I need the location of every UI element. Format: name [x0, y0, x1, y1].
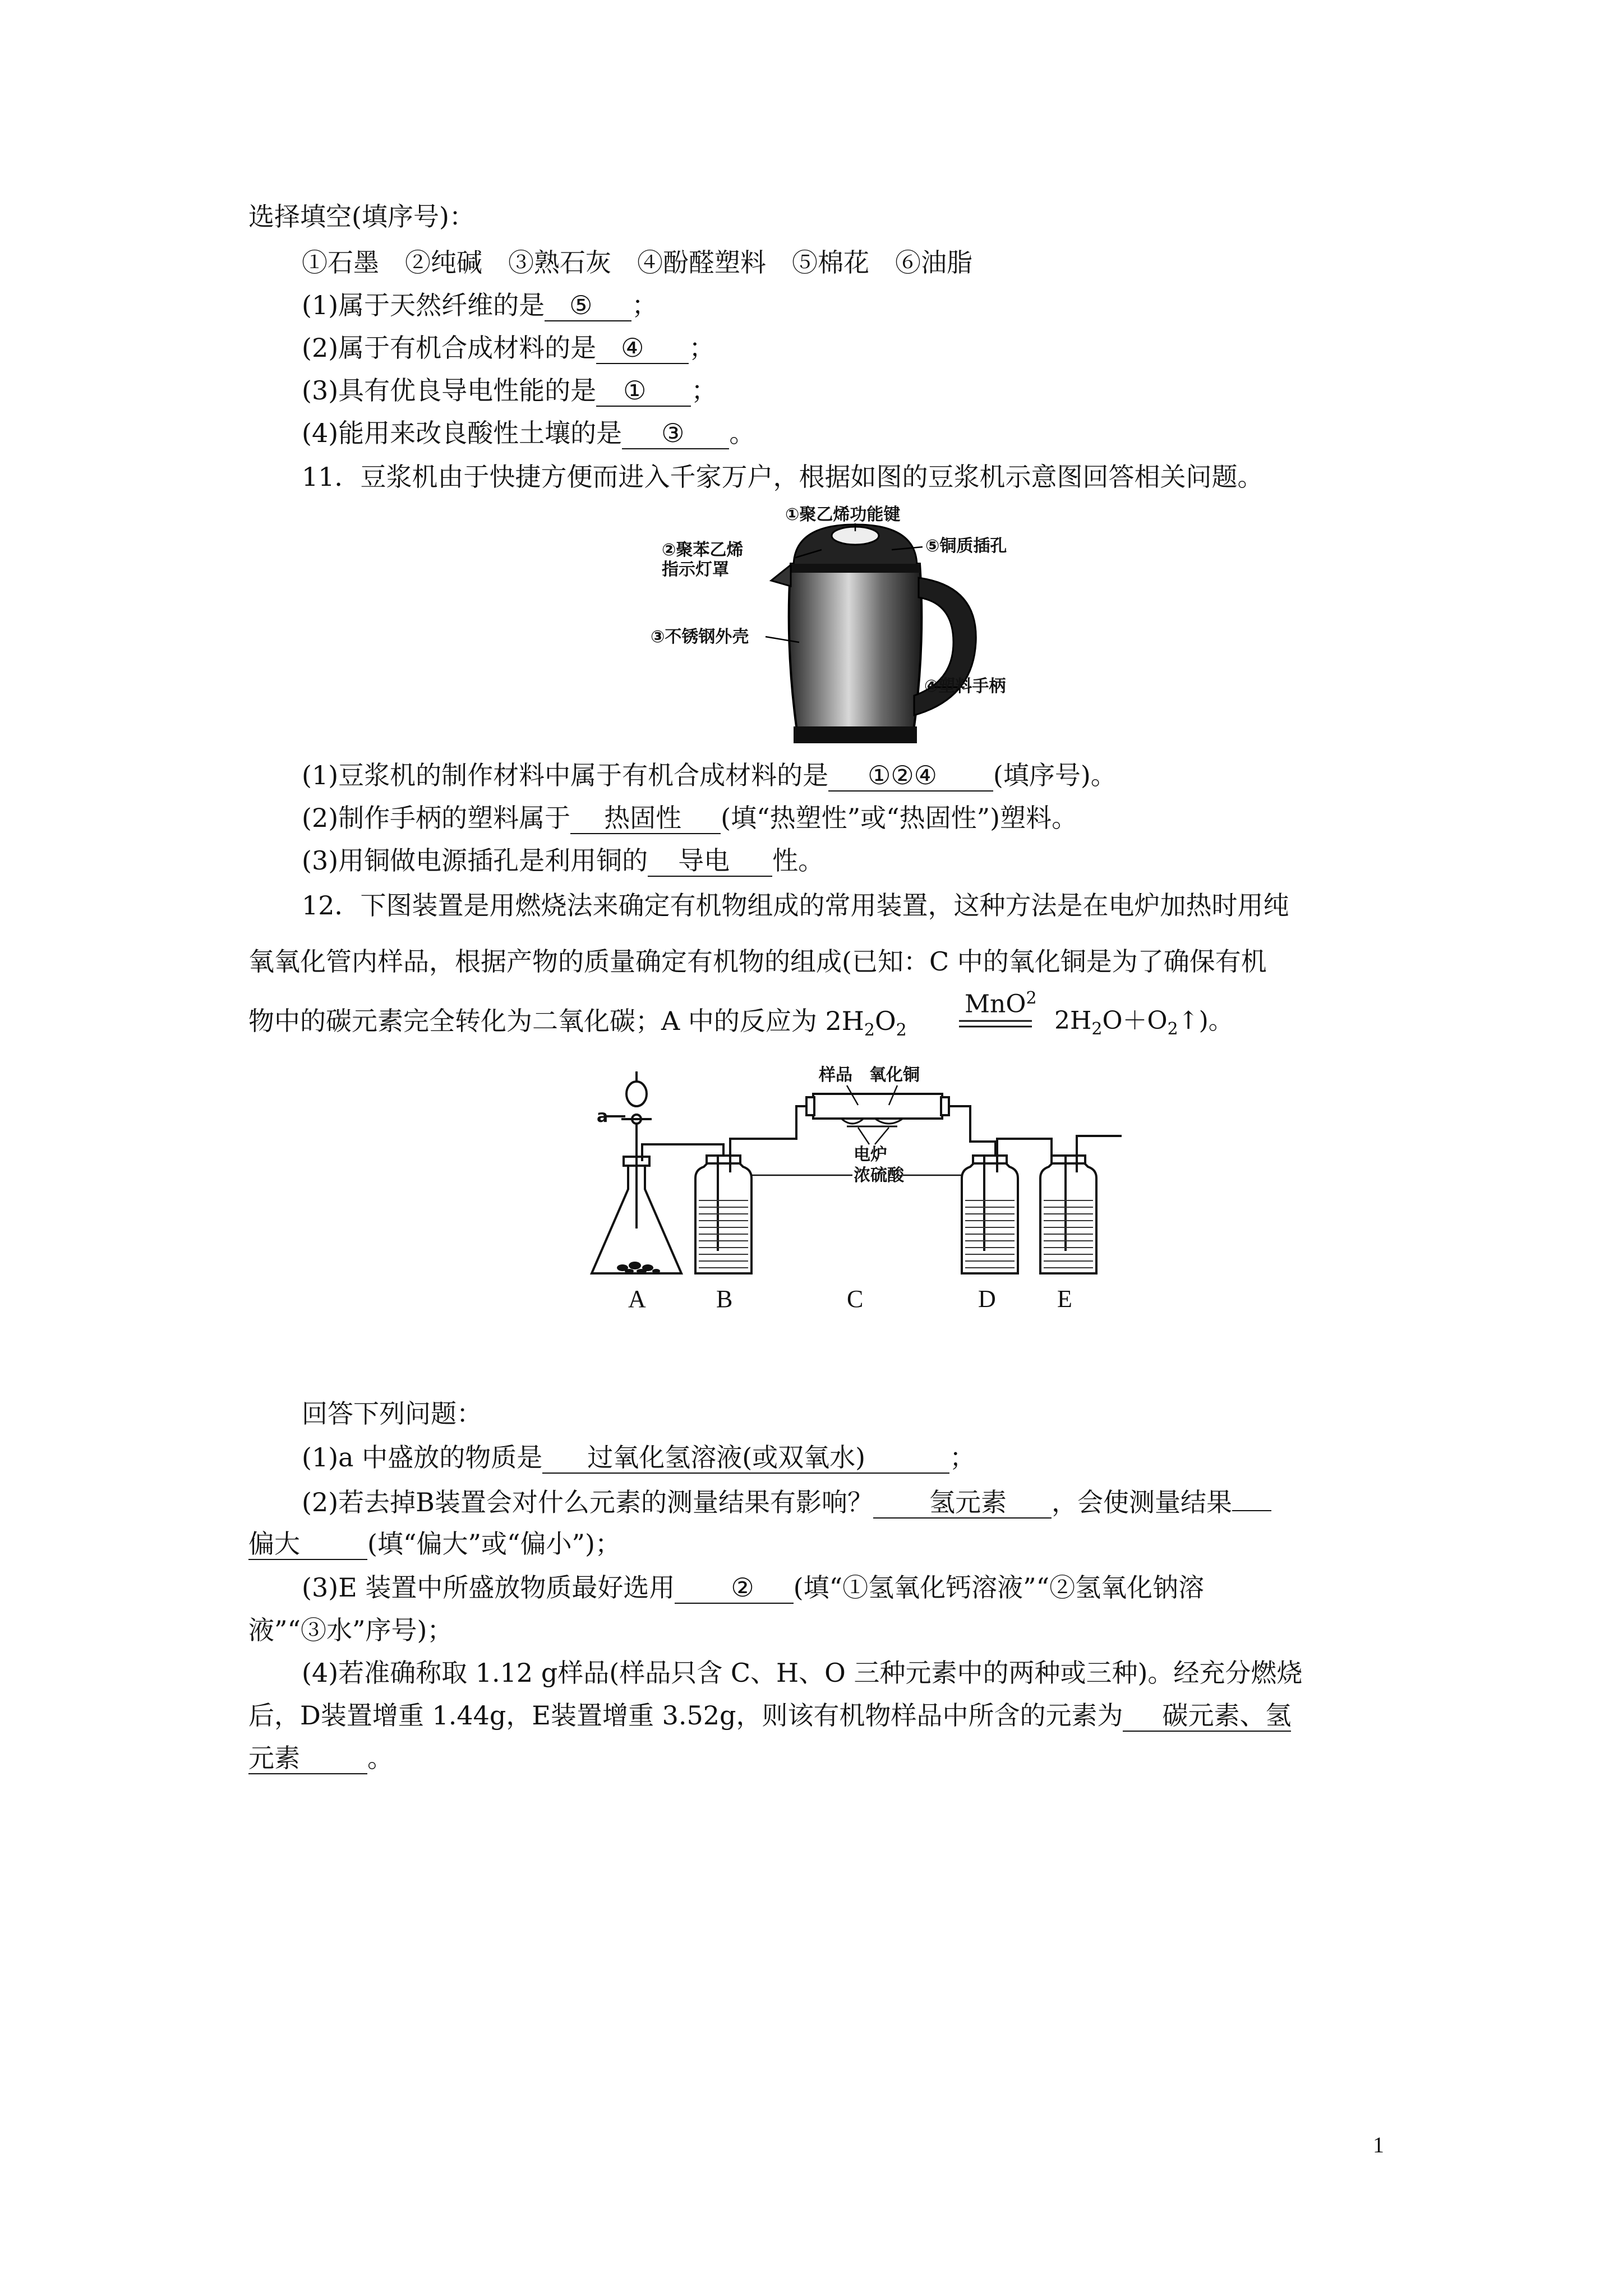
combustion-tube-C [813, 1094, 942, 1119]
bottle-B [695, 1161, 751, 1273]
soymilk-maker-figure [651, 502, 1054, 760]
q12-stem-line-3: 物中的碳元素完全转化为二氧化碳；A 中的反应为 $2H_2O_2$ [248, 1006, 907, 1041]
q12-part-2-question: (2)若去掉B装置会对什么元素的测量结果有影响？ [302, 1487, 873, 1517]
q11-item-1-end: (填序号)。 [993, 760, 1117, 790]
q12-part-2-end: (填“偏大”或“偏小”)； [367, 1529, 621, 1559]
label-copper-socket: ⑤铜质插孔 [925, 536, 1007, 556]
q10-item-4-question: (4)能用来改良酸性土壤的是 [302, 418, 623, 448]
q11-item-2-answer: 热固性 [570, 803, 721, 834]
letter-B: B [716, 1285, 733, 1313]
spout [771, 565, 791, 586]
q12-part-3-line-2: 液”“③水”序号)； [248, 1615, 453, 1645]
q12-part-1-end: ； [949, 1442, 976, 1473]
q12-part-2-blank-tail [1232, 1510, 1271, 1511]
q10-item-1-end: ； [631, 290, 658, 320]
q10-item-2 [302, 331, 714, 365]
q12-stem-line-3-text: 物中的碳元素完全转化为二氧化碳；A 中的反应为 2H [248, 1006, 864, 1036]
q12-part-3-question: (3)E 装置中所盛放物质最好选用 [302, 1572, 675, 1603]
q11-item-2 [302, 801, 1077, 835]
q11-item-1 [302, 758, 1117, 792]
product-water-prefix: 2H [1054, 1006, 1092, 1035]
letter-A: A [628, 1285, 646, 1313]
q11-stem: 11．豆浆机由于快捷方便而进入千家万户，根据如图的豆浆机示意图回答相关问题。 [302, 462, 1264, 492]
q10-item-3-question: (3)具有优良导电性能的是 [302, 375, 597, 406]
q10-item-3 [302, 374, 717, 407]
q12-part-3 [302, 1571, 1204, 1604]
q12-part-2-answer-element: 氢元素 [873, 1487, 1052, 1519]
q11-item-2-question: (2)制作手柄的塑料属于 [302, 803, 571, 833]
q10-item-1-answer: ⑤ [545, 290, 631, 321]
q12-part-2-answer-effect: 偏大 [248, 1529, 367, 1560]
q11-item-3 [302, 844, 824, 877]
q12-stem-line-2: 氧氧化管内样品，根据产物的质量确定有机物的组成(已知：C 中的氧化铜是为了确保有机 [248, 946, 1267, 977]
page-number: 1 [1373, 2132, 1384, 2157]
q11-item-1-answer: ①②④ [828, 760, 993, 792]
q11-item-3-answer: 导电 [648, 845, 772, 877]
q12-part-2-line-2 [248, 1527, 621, 1561]
q10-item-4-answer: ③ [622, 418, 729, 449]
q10-item-4 [302, 416, 755, 450]
separatory-funnel [626, 1082, 647, 1106]
q12-part-4-line-1: (4)若准确称取 1.12 g样品(样品只含 C、H、O 三种元素中的两种或三种)。经充分燃烧 [302, 1658, 1303, 1688]
q11-item-3-end: 性。 [772, 845, 824, 876]
label-indicator-cover: 指示灯罩 [662, 560, 729, 579]
q10-item-2-end: ； [689, 333, 715, 363]
label-steel-shell: ③不锈钢外壳 [651, 627, 749, 647]
bottle-D [962, 1161, 1018, 1273]
q10-item-1 [302, 288, 657, 322]
q10-item-3-end: ； [691, 375, 717, 406]
q10-options: ①石墨 ②纯碱 ③熟石灰 ④酚醛塑料 ⑤棉花 ⑥油脂 [302, 247, 972, 278]
q11-item-1-question: (1)豆浆机的制作材料中属于有机合成材料的是 [302, 760, 829, 790]
bottle-E [1040, 1161, 1096, 1273]
q12-part-2 [302, 1485, 1271, 1519]
label-conc-sulfuric-acid: 浓硫酸 [854, 1166, 904, 1185]
q12-part-4-line-3 [248, 1741, 393, 1775]
label-copper-oxide: 氧化铜 [869, 1065, 920, 1085]
q12-part-1 [302, 1441, 975, 1474]
base [794, 726, 917, 743]
q10-item-3-answer: ① [596, 375, 691, 407]
q12-part-4-question: 后，D装置增重 1.44g，E装置增重 3.52g，则该有机物样品中所含的元素为 [248, 1700, 1123, 1731]
liquid-hatching [699, 1200, 1093, 1268]
q12-part-1-question: (1)a 中盛放的物质是 [302, 1442, 543, 1473]
q10-item-2-question: (2)属于有机合成材料的是 [302, 333, 597, 363]
reaction-catalyst [965, 983, 1037, 1020]
q10-item-2-answer: ④ [596, 333, 689, 364]
product-oxygen: O＋O [1102, 1006, 1168, 1035]
q12-part-4-line-2 [248, 1699, 1291, 1732]
q12-part-1-answer: 过氧化氢溶液(或双氧水) [542, 1442, 949, 1474]
q11-item-2-end: (填“热塑性”或“热固性”)塑料。 [721, 803, 1078, 833]
reaction-double-line [959, 1019, 1032, 1030]
q12-part-3-answer: ② [675, 1572, 793, 1604]
letter-C: C [847, 1285, 864, 1313]
q12-stem-line-1: 12．下图装置是用燃烧法来确定有机物组成的常用装置，这种方法是在电炉加热时用纯 [302, 890, 1289, 921]
combustion-apparatus-figure [583, 1060, 1133, 1313]
q10-intro: 选择填空(填序号)： [248, 201, 475, 232]
label-polyethylene-key: ①聚乙烯功能键 [785, 505, 901, 524]
q10-item-4-end: 。 [729, 418, 755, 448]
q12-part-4-end: 。 [367, 1743, 393, 1773]
lid-rim [791, 564, 920, 573]
q12-part-3-end: (填“①氢氧化钙溶液”“②氢氧化钠溶 [793, 1572, 1205, 1603]
reaction-products: $2H_2O+O_2↑$)。 [1054, 1006, 1233, 1039]
q10-item-1-question: (1)属于天然纤维的是 [302, 290, 545, 320]
catalyst-formula: MnO [965, 990, 1026, 1019]
label-sample: 样品 [819, 1065, 852, 1085]
letter-E: E [1057, 1285, 1072, 1313]
q12-part-4-answer-part-2: 元素 [248, 1743, 367, 1774]
label-electric-furnace: 电炉 [854, 1145, 887, 1165]
q12-answer-intro: 回答下列问题： [302, 1398, 482, 1429]
reaction-end: ↑)。 [1178, 1006, 1233, 1035]
catalyst-superscript: 2 [1026, 988, 1037, 1008]
mno2-solid [617, 1262, 660, 1273]
steel-shell [789, 564, 922, 740]
q11-item-3-question: (3)用铜做电源插孔是利用铜的 [302, 845, 648, 876]
label-polystyrene: ②聚苯乙烯 [662, 540, 744, 560]
letter-D: D [978, 1285, 996, 1313]
q12-part-4-answer-part-1: 碳元素、氢 [1123, 1700, 1291, 1732]
label-plastic-handle: ④塑料手柄 [924, 677, 1006, 696]
label-a: a [597, 1107, 608, 1126]
q12-part-2-middle: ，会使测量结果 [1051, 1487, 1232, 1517]
